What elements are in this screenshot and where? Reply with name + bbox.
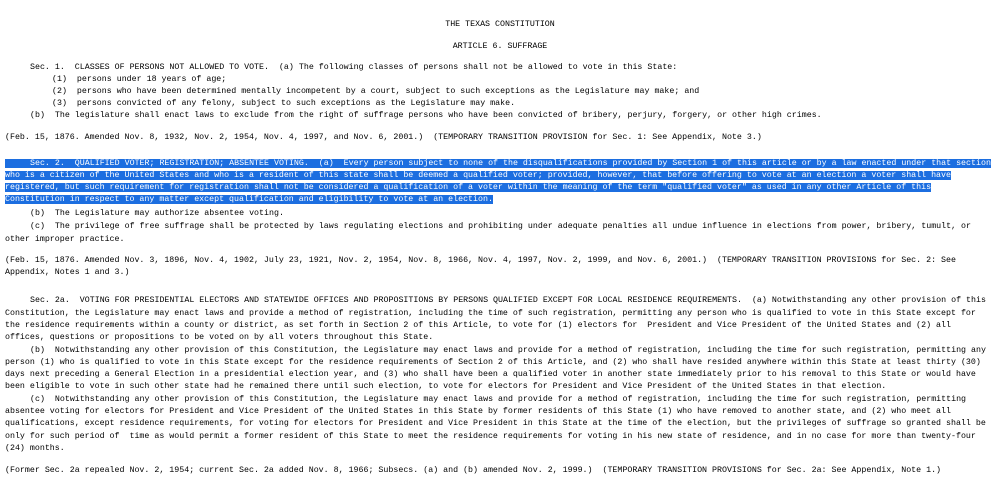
sec2-history-line-1: (Feb. 15, 1876. Amended Nov. 3, 1896, Nov. 4, 1902, July 23, 1921, Nov. 2, 1954, Nov. 8, 1966, Nov. 4, 1997, Nov. 2, 1999, and Nov. 6, 2001.) (TEMPORARY TRANSITION PROVISIONS for Sec. 2: See — [5, 256, 956, 265]
sec2a-b-line-2: person (1) who is qualified to vote in this State except for the residence requirements of Section 2 of this Article, and (2) who shall have resided anywhere within this State at least thirty (30) — [5, 358, 981, 367]
sec2a-b-line-4: been eligible to vote in such other state had he remained there until such election, to vote for electors for President and Vice President of the United States in that election. — [5, 382, 887, 391]
sec2a-a-line-2: Constitution, the Legislature may enact laws and provide a method of registration, including the time of such registration, permitting any person who is qualified to vote in this State except for — [5, 309, 976, 318]
sec2a-history: (Former Sec. 2a repealed Nov. 2, 1954; current Sec. 2a added Nov. 8, 1966; Subsecs. (a) and (b) amended Nov. 2, 1999.) (TEMPORARY TRANSITION PROVISIONS for Sec. 2a: See Appendix, Note 1.) — [5, 466, 942, 475]
sec2-paragraph-b: (b) The Legislature may authorize absentee voting. — [30, 209, 284, 218]
sec2a-b-line-3: days next preceding a General Election in a presidential election year, and (3) who shall have been a qualified voter in another state immediately prior to his removal to this State or would have — [5, 370, 976, 379]
sec1-paragraph-b: (b) The legislature shall enact laws to exclude from the right of suffrage persons who have been convicted of bribery, perjury, forgery, or other high crimes. — [30, 111, 822, 120]
document-title: THE TEXAS CONSTITUTION — [445, 20, 555, 29]
sec1-item-3: (3) persons convicted of any felony, subject to such exceptions as the Legislature may make. — [52, 99, 516, 108]
sec2-a-line-4: Constitution in respect to any matter except qualification and eligibility to vote at an election. — [5, 195, 493, 204]
sec2-c-line-2: other improper practice. — [5, 235, 125, 244]
sec2-selected-line[interactable] — [5, 159, 991, 170]
sec2-history-line-2: Appendix, Notes 1 and 3.) — [5, 268, 130, 277]
sec2-selected-line[interactable] — [5, 195, 493, 206]
sec2a-c-line-4: only for such period of time as would permit a former resident of this State to meet the residence requirements for voting in his new state of residence, and in no case for more than twenty-four — [5, 432, 976, 441]
sec2-a-line-3: registered, but such requirement for registration shall not be considered a qualification of a voter within the meaning of the term "qualified voter" as used in any other Article of this — [5, 183, 932, 192]
sec2a-c-line-5: (24) months. — [5, 444, 65, 453]
sec2-selected-line[interactable] — [5, 183, 931, 194]
sec1-item-1: (1) persons under 18 years of age; — [52, 75, 227, 84]
sec2a-a-line-3: the residence requirements within a county or district, as set forth in Section 2 of this Article, to vote for (1) electors for President and Vice President of the United States and (2) all — [5, 321, 951, 330]
sec1-history: (Feb. 15, 1876. Amended Nov. 8, 1932, Nov. 2, 1954, Nov. 4, 1997, and Nov. 6, 2001.) (TEMPORARY TRANSITION PROVISION for Sec. 1: See Appendix, Note 3.) — [5, 133, 762, 142]
sec2-c-line-1: (c) The privilege of free suffrage shall be protected by laws regulating elections and prohibiting under adequate penalties all undue influence in elections from power, bribery, tumult, or — [30, 222, 972, 231]
sec2a-a-line-4: offices, questions or propositions to be voted on by all voters throughout this State. — [5, 333, 434, 342]
sec2-selected-line[interactable] — [5, 171, 951, 182]
sec2-a-line-2: who is a citizen of the United States and who is a resident of this state shall be deemed a qualified voter; provided, however, that before offering to vote at an election a voter shall have — [5, 171, 951, 180]
sec1-intro: Sec. 1. CLASSES OF PERSONS NOT ALLOWED TO VOTE. (a) The following classes of persons shall not be allowed to vote in this State: — [30, 63, 678, 72]
sec2-a-line-1: Sec. 2. QUALIFIED VOTER; REGISTRATION; ABSENTEE VOTING. (a) Every person subject to none of the disqualifications provided by Section 1 of this article or by a law enacted under that section — [5, 159, 991, 168]
article-heading: ARTICLE 6. SUFFRAGE — [452, 42, 548, 51]
sec2a-a-line-1: Sec. 2a. VOTING FOR PRESIDENTIAL ELECTORS AND STATEWIDE OFFICES AND PROPOSITIONS BY PERSONS QUALIFIED EXCEPT FOR LOCAL RESIDENCE REQUIREMENTS. (a) Notwithstanding any other provision of this — [30, 296, 986, 305]
sec2a-c-line-3: qualifications, except residence requirements, for voting for electors for President and Vice President in this State at the time of the election, but the privileges of suffrage so granted shall be — [5, 419, 986, 428]
sec2a-c-line-1: (c) Notwithstanding any other provision of this Constitution, the Legislature may enact laws and provide for a method of registration, including the time for such registration, permitting — [30, 395, 967, 404]
sec1-item-2: (2) persons who have been determined mentally incompetent by a court, subject to such exceptions as the Legislature may make; and — [52, 87, 700, 96]
sec2a-c-line-2: absentee voting for electors for President and Vice President of the United States in this State by former residents of this State (1) who have removed to another state, and (2) who meet all — [5, 407, 951, 416]
sec2a-b-line-1: (b) Notwithstanding any other provision of this Constitution, the Legislature may enact laws and provide for a method of registration, including the time for such registration, permitting any — [30, 346, 986, 355]
